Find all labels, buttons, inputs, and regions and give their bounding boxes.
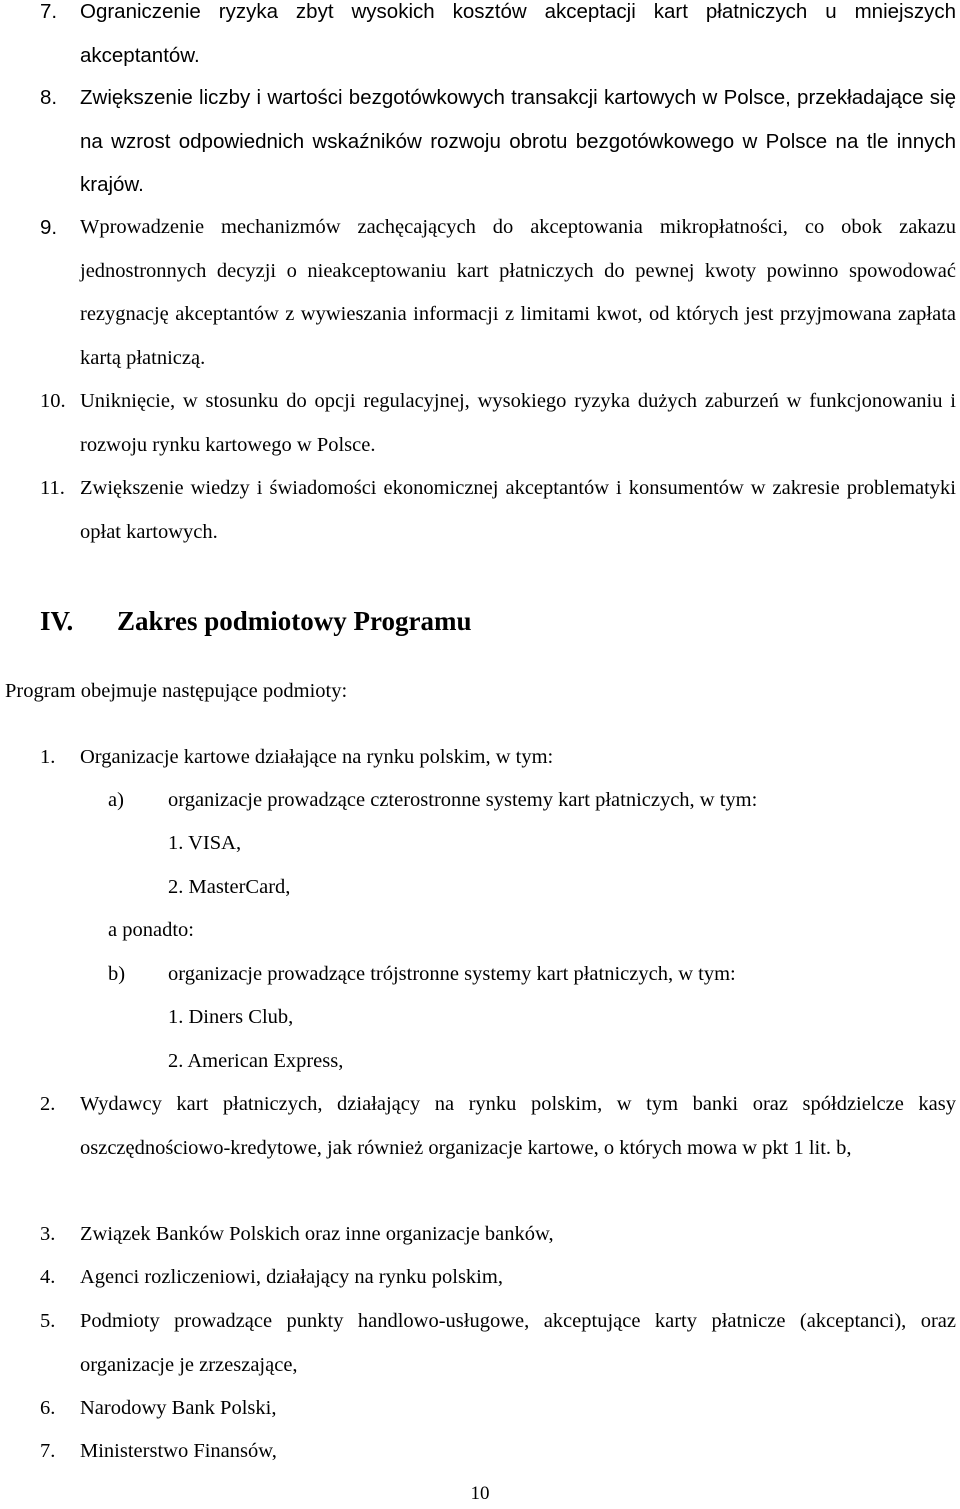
entity-text: Związek Banków Polskich oraz inne organizacje banków,	[80, 1223, 554, 1245]
sub-a-list-item: 2. MasterCard,	[168, 876, 291, 898]
entity-text: Organizacje kartowe działające na rynku polskim, w tym:	[80, 746, 554, 768]
goal-text: Ograniczenie ryzyka zbyt wysokich kosztów akceptacji kart płatniczych u mniejszych akceptantów.	[80, 0, 956, 67]
section-number: IV.	[40, 606, 74, 636]
entity-number: 1.	[40, 746, 56, 768]
entity-number: 4.	[40, 1266, 56, 1288]
section-title: Zakres podmiotowy Programu	[117, 606, 472, 636]
entity-number: 2.	[40, 1093, 56, 1115]
entity-number: 6.	[40, 1397, 56, 1419]
goal-number: 11.	[40, 477, 65, 499]
goal-text: Zwiększenie liczby i wartości bezgotówkowych transakcji kartowych w Polsce, przekładające się na wzrost odpowiednich wskaźników rozwoju obrotu bezgotówkowego w Polsce na tle innych krajów.	[80, 86, 956, 196]
entity-text: Agenci rozliczeniowi, działający na rynku polskim,	[80, 1266, 503, 1288]
goal-number: 9.	[40, 216, 58, 239]
entity-text: Wydawcy kart płatniczych, działający na rynku polskim, w tym banki oraz spółdzielcze kasy oszczędnościowo-kredytowe, jak również organizacje kartowe, o których mowa w pkt 1 lit. b,	[80, 1093, 956, 1159]
sub-text: organizacje prowadzące czterostronne systemy kart płatniczych, w tym:	[168, 789, 758, 811]
goal-text: Wprowadzenie mechanizmów zachęcających do akceptowania mikropłatności, co obok zakazu jednostronnych decyzji o nieakceptowaniu kart płatniczych do pewnej kwoty powinno spowodować rezygnację akceptantów z wywieszania informacji z limitami kwot, od których jest przyjmowana zapłata kartą płatniczą.	[80, 216, 956, 369]
entity-number: 7.	[40, 1440, 56, 1462]
entity-text: Ministerstwo Finansów,	[80, 1440, 277, 1462]
page-number: 10	[470, 1483, 490, 1504]
entity-text: Podmioty prowadzące punkty handlowo-usługowe, akceptujące karty płatnicze (akceptanci), oraz organizacje je zrzeszające,	[80, 1310, 956, 1376]
entity-number: 5.	[40, 1310, 56, 1332]
sub-b-list-item: 1. Diners Club,	[168, 1006, 294, 1028]
sub-a-list-item: 1. VISA,	[168, 832, 242, 854]
sub-text: organizacje prowadzące trójstronne systemy kart płatniczych, w tym:	[168, 963, 736, 985]
entity-text: Narodowy Bank Polski,	[80, 1397, 277, 1419]
goal-text: Uniknięcie, w stosunku do opcji regulacyjnej, wysokiego ryzyka dużych zaburzeń w funkcjonowaniu i rozwoju rynku kartowego w Polsce.	[80, 390, 956, 456]
intro-text: Program obejmuje następujące podmioty:	[5, 680, 348, 702]
goal-number: 8.	[40, 86, 58, 109]
connector-text: a ponadto:	[108, 919, 194, 941]
sub-letter: a)	[108, 789, 124, 811]
sub-b-list-item: 2. American Express,	[168, 1050, 344, 1072]
sub-letter: b)	[108, 963, 126, 985]
goal-number: 7.	[40, 0, 58, 23]
entity-number: 3.	[40, 1223, 56, 1245]
goal-number: 10.	[40, 390, 66, 412]
goal-text: Zwiększenie wiedzy i świadomości ekonomicznej akceptantów i konsumentów w zakresie problematyki opłat kartowych.	[80, 477, 956, 543]
